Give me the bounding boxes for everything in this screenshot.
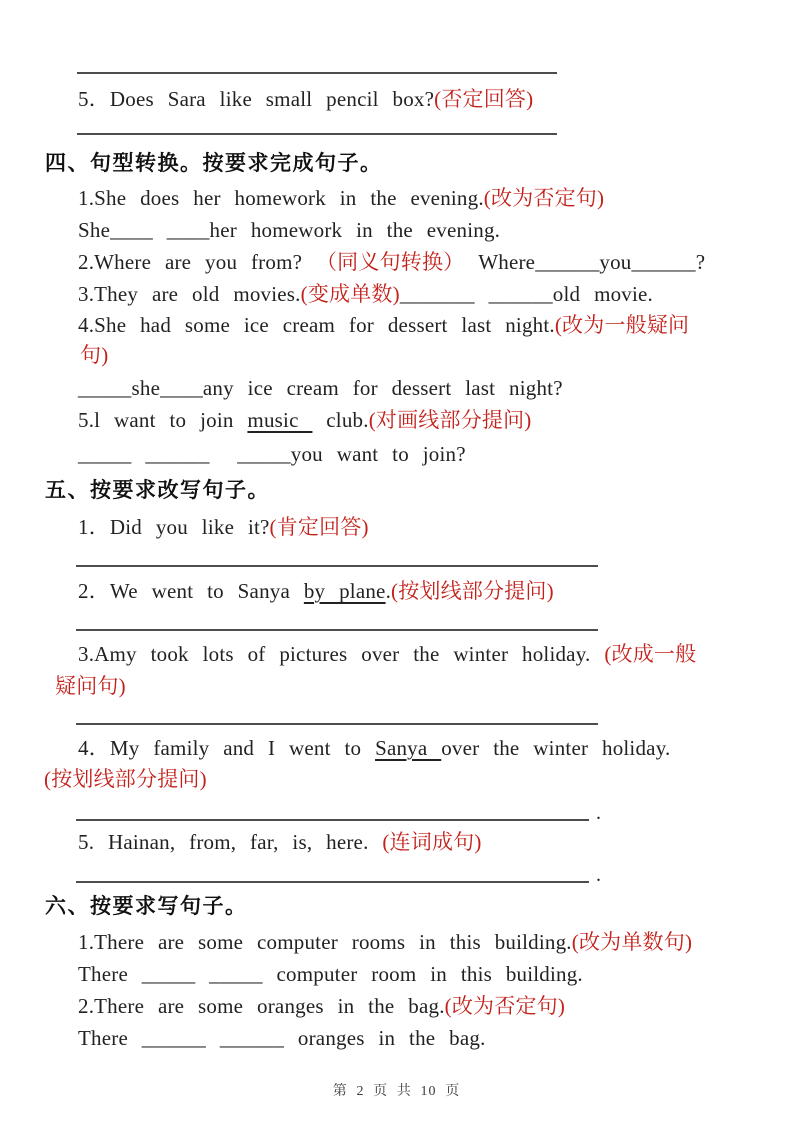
text-line	[78, 407, 532, 434]
text-line	[78, 829, 482, 856]
text-line	[78, 281, 653, 308]
instruction-note: (按划线部分提问)	[391, 579, 554, 603]
instruction-note: 句)	[80, 343, 109, 367]
answer-blank-line	[77, 72, 557, 74]
underlined-text: by plane	[303, 579, 386, 603]
text-line	[78, 993, 565, 1020]
page-footer: 第 2 页 共 10 页	[332, 1084, 461, 1099]
sentence-text: 2．We went to Sanya	[78, 579, 304, 603]
sentence-text: She____ ____her homework in the evening.	[78, 218, 501, 242]
sentence-text: 3.Amy took lots of pictures over the winter holiday.	[78, 642, 605, 666]
text-line	[78, 929, 692, 956]
sentence-text: _____ ______ _____you want to join?	[78, 442, 466, 466]
text-line	[78, 1025, 486, 1052]
answer-blank-line	[76, 565, 598, 567]
text-line	[80, 342, 108, 369]
section-heading: 四、句型转换。按要求完成句子。	[45, 152, 383, 175]
sentence-text: There ______ ______ oranges in the bag.	[78, 1026, 486, 1050]
sentence-text: 4.She had some ice cream for dessert last night.	[78, 313, 555, 337]
sentence-text: over the winter holiday.	[441, 736, 671, 760]
text-line	[78, 641, 696, 668]
instruction-note: (变成单数)	[300, 282, 400, 306]
instruction-note: (连词成句)	[382, 830, 482, 854]
underlined-text: music	[247, 408, 313, 432]
sentence-text: 2.Where are you from?	[78, 250, 316, 274]
sentence-text: 5. Hainan, from, far, is, here.	[78, 830, 383, 854]
sentence-text: 1.She does her homework in the evening.	[78, 186, 484, 210]
sentence-text: _______ ______old movie.	[399, 282, 654, 306]
instruction-note: (改为否定句)	[483, 186, 605, 210]
instruction-note: (按划线部分提问)	[44, 767, 207, 791]
sentence-text: 1．Did you like it?	[78, 515, 270, 539]
text-line	[55, 673, 126, 700]
text-line	[78, 86, 533, 113]
text-line	[78, 312, 689, 339]
sentence-text: There _____ _____ computer room in this building.	[78, 962, 583, 986]
text-line	[78, 578, 554, 605]
answer-blank-line	[76, 802, 601, 824]
section-heading: 五、按要求改写句子。	[45, 479, 270, 502]
sentence-text: 5．Does Sara like small pencil box?	[78, 87, 435, 111]
instruction-note: (否定回答)	[434, 87, 534, 111]
text-line	[78, 249, 705, 276]
sentence-text: 1.There are some computer rooms in this building.	[78, 930, 572, 954]
line-period: .	[596, 802, 601, 824]
instruction-note: （同义句转换）	[315, 250, 465, 274]
instruction-note: (改为单数句)	[571, 930, 693, 954]
sentence-text: 4．My family and I went to	[78, 736, 376, 760]
answer-blank-line	[77, 133, 557, 135]
instruction-note: (改为一般疑问	[554, 313, 690, 337]
instruction-note: (改为否定句)	[444, 994, 566, 1018]
line-period: .	[596, 864, 601, 886]
section-heading: 六、按要求写句子。	[45, 895, 248, 918]
answer-blank-line	[76, 629, 598, 631]
sentence-text: .	[385, 579, 392, 603]
answer-blank-line	[76, 723, 598, 725]
instruction-note: (改成一般	[604, 642, 697, 666]
answer-blank-line	[76, 864, 601, 886]
underlined-text: Sanya	[375, 736, 442, 760]
instruction-note: (对画线部分提问)	[368, 408, 532, 432]
text-line	[78, 735, 670, 762]
sentence-text: 3.They are old movies.	[78, 282, 301, 306]
text-line	[78, 185, 604, 212]
sentence-text: _____she____any ice cream for dessert last night?	[78, 376, 563, 400]
text-line	[78, 441, 466, 468]
text-line	[78, 375, 563, 402]
text-line	[78, 217, 500, 244]
text-line	[44, 766, 207, 793]
sentence-text: 2.There are some oranges in the bag.	[78, 994, 445, 1018]
sentence-text: club.	[312, 408, 369, 432]
text-line	[78, 961, 583, 988]
text-line	[78, 514, 369, 541]
sentence-text: Where______you______?	[464, 250, 706, 274]
sentence-text: 5.l want to join	[78, 408, 248, 432]
instruction-note: 疑问句)	[55, 674, 126, 698]
instruction-note: (肯定回答)	[269, 515, 369, 539]
